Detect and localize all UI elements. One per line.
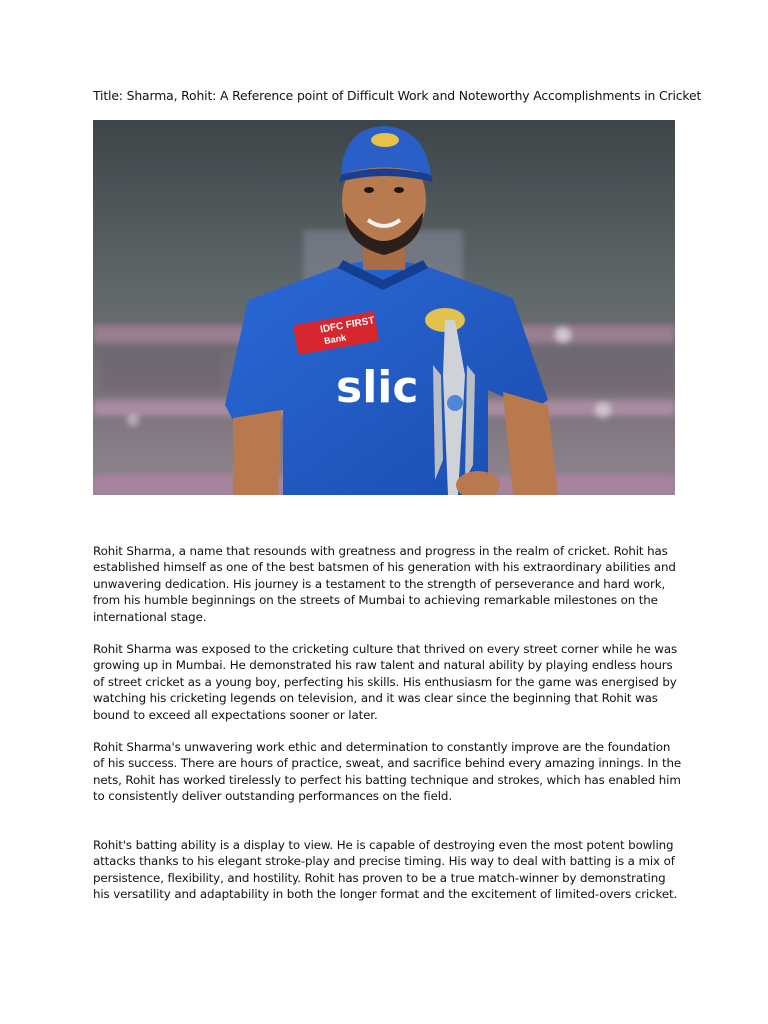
- paragraph-batting: Rohit's batting ability is a display to view. He is capable of destroying even the most potent bowling attacks thanks to his elegant stroke-play and precise timing. His way to deal with batting is a mix of persistence, flexibility, and hostility. Rohit has proven to be a true match-winner by demonstrating his versatility and adaptability in both the longer format and the excitement of limited-overs cricket.: [93, 838, 678, 902]
- sponsor-line2: Bank: [323, 332, 347, 347]
- document-title: Title: Sharma, Rohit: A Reference point of Difficult Work and Noteworthy Accomplishments in Cricket: [93, 88, 702, 103]
- paragraph-work-ethic: Rohit Sharma's unwavering work ethic and determination to constantly improve are the foundation of his success. There are hours of practice, sweat, and sacrifice behind every amazing innings. In the nets, Rohit has worked tirelessly to perfect his batting technique and strokes, which has enabled him to consistently deliver outstanding performances on the field.: [93, 740, 682, 804]
- paragraph-early-life: Rohit Sharma was exposed to the cricketing culture that thrived on every street corner while he was growing up in Mumbai. He demonstrated his raw talent and natural ability by playing endless hours of street cricket as a young boy, perfecting his skills. His enthusiasm for the game was energised by watching his cricketing legends on television, and it was clear since the beginning that Rohit was bound to exceed all expectations sooner or later.: [93, 642, 678, 722]
- paragraph-intro: Rohit Sharma, a name that resounds with greatness and progress in the realm of cricket. Rohit has established himself as one of the best batsmen of his generation with his extraordinary abilities and unwavering dedication. His journey is a testament to the strength of perseverance and hard work, from his humble beginnings on the streets of Mumbai to achieving remarkable milestones on the international stage.: [93, 544, 676, 624]
- sponsor-line1: IDFC FIRST: [319, 315, 376, 336]
- jersey-text: slic: [336, 362, 419, 413]
- player-photo: [93, 120, 675, 495]
